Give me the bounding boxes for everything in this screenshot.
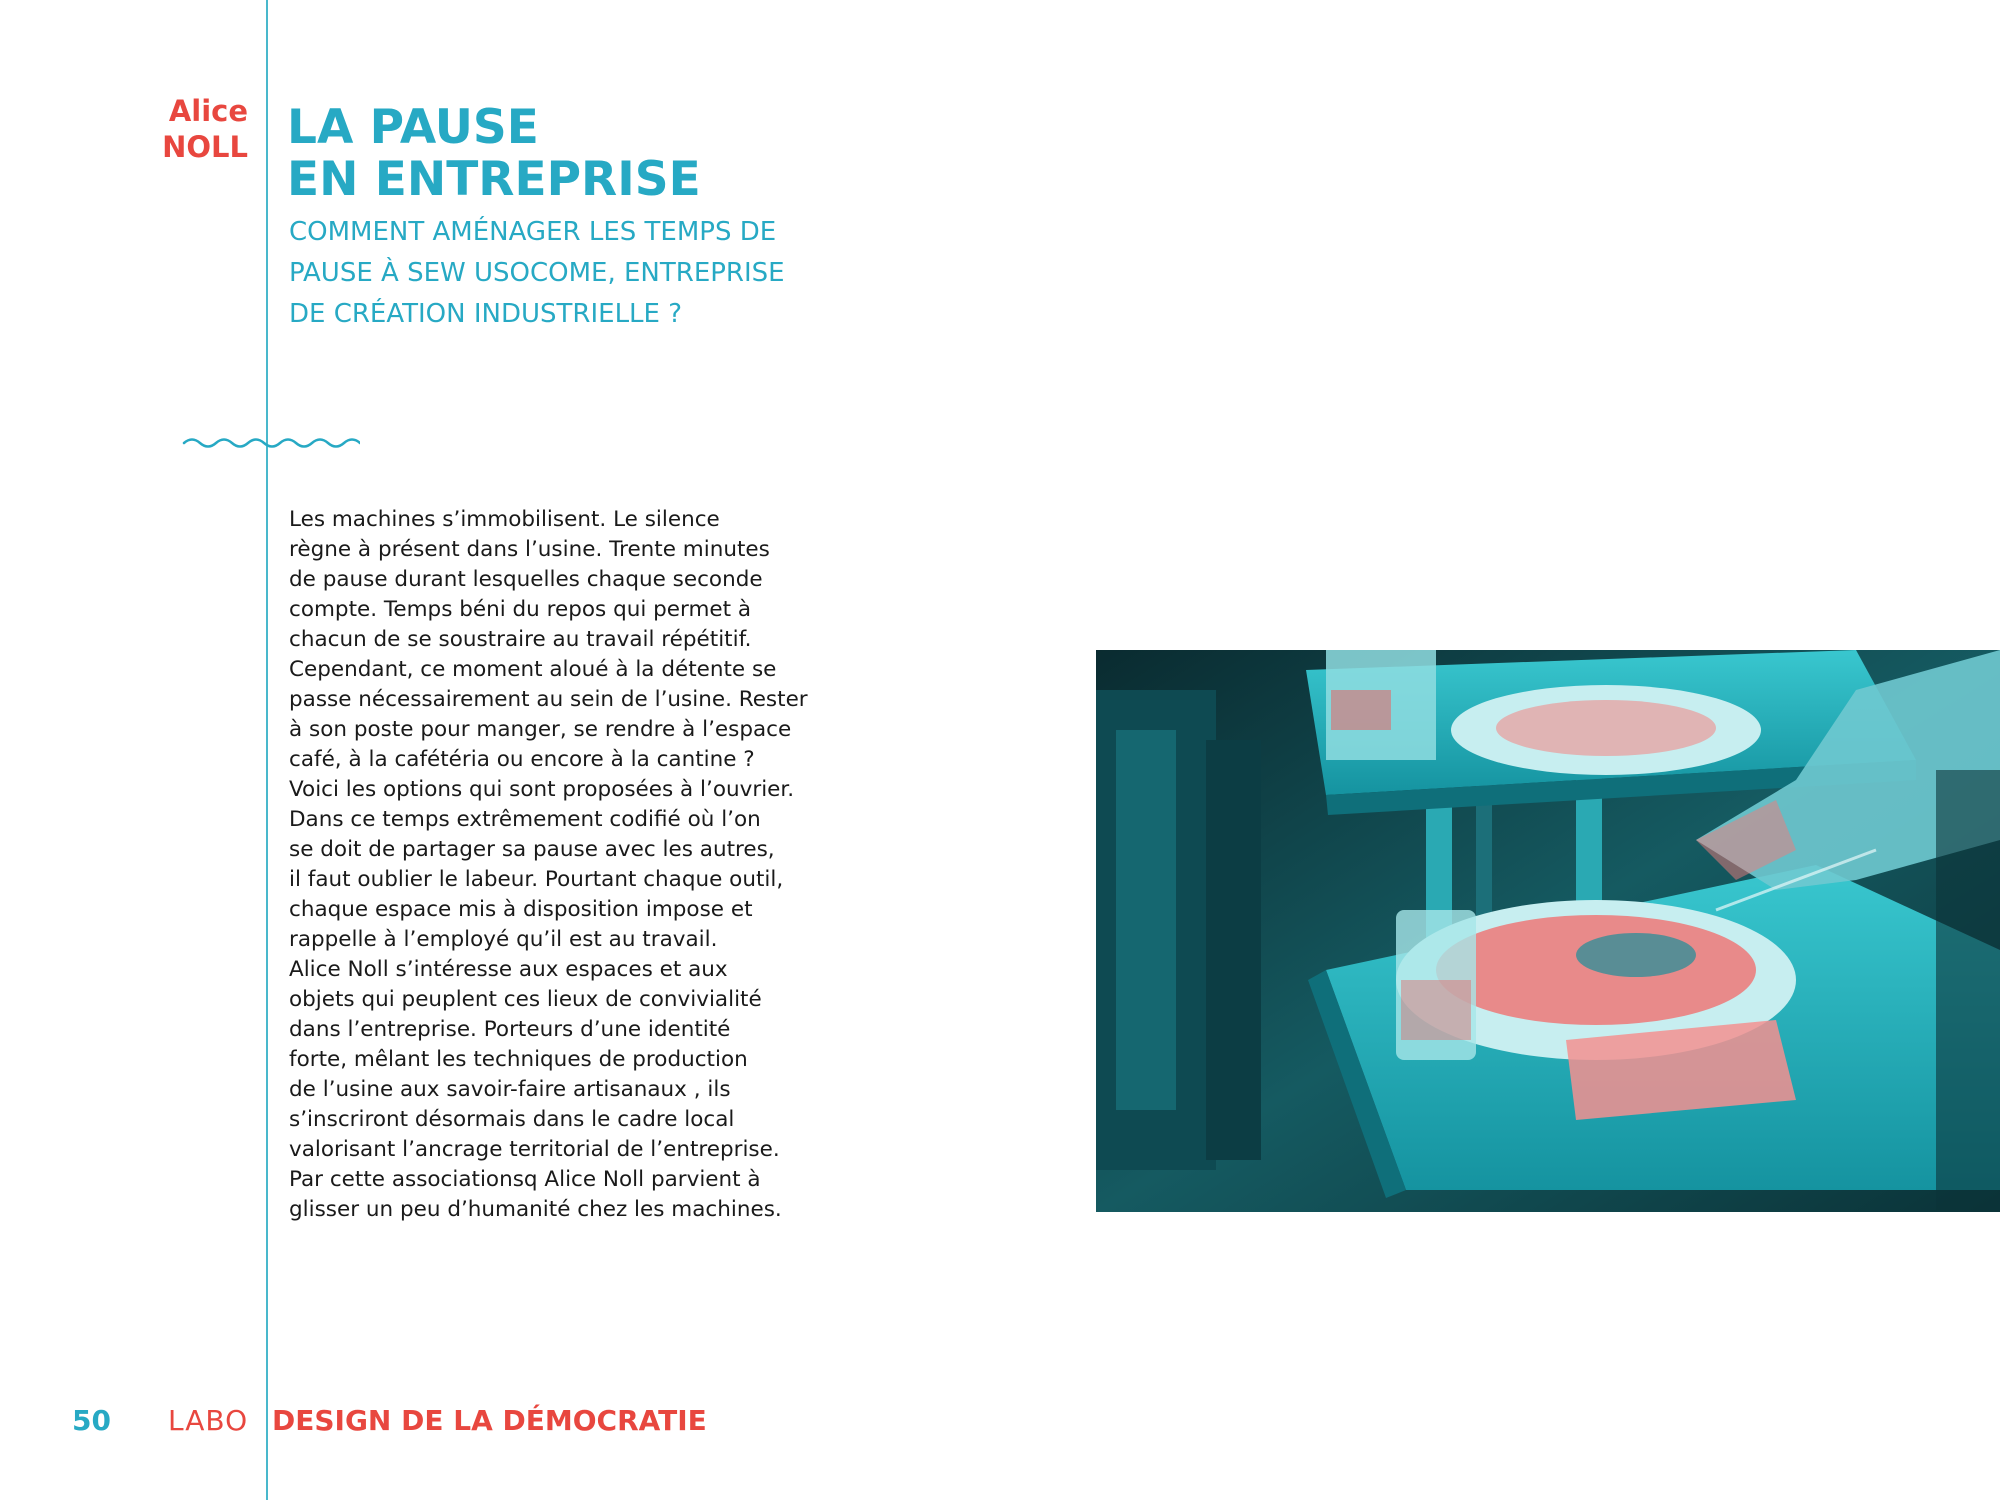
page-number: 50	[72, 1404, 111, 1437]
body-line: rappelle à l’employé qu’il est au travail.	[289, 927, 718, 952]
body-line: forte, mêlant les techniques de production	[289, 1047, 748, 1072]
body-line: Cependant, ce moment aloué à la détente se	[289, 657, 777, 682]
body-line: il faut oublier le labeur. Pourtant chaque outil,	[289, 867, 784, 892]
article-title-line-2: EN ENTREPRISE	[287, 152, 701, 207]
body-line: de pause durant lesquelles chaque seconde	[289, 567, 763, 592]
body-line: passe nécessairement au sein de l’usine. Rester	[289, 687, 808, 712]
article-title-line-1: LA PAUSE	[287, 100, 539, 155]
article-subtitle-line-1: COMMENT AMÉNAGER LES TEMPS DE	[289, 217, 777, 247]
body-line: s’inscriront désormais dans le cadre local	[289, 1107, 735, 1132]
body-line: Dans ce temps extrêmement codifié où l’on	[289, 807, 761, 832]
body-line: se doit de partager sa pause avec les autres,	[289, 837, 775, 862]
article-body	[289, 505, 929, 1225]
body-line: Par cette associationsq Alice Noll parvient à	[289, 1167, 761, 1192]
body-line: objets qui peuplent ces lieux de convivialité	[289, 987, 762, 1012]
author-last-name: NOLL	[162, 130, 248, 164]
body-line: compte. Temps béni du repos qui permet à	[289, 597, 752, 622]
wave-divider-icon	[182, 434, 360, 452]
body-line: règne à présent dans l’usine. Trente minutes	[289, 537, 770, 562]
body-line: glisser un peu d’humanité chez les machines.	[289, 1197, 782, 1222]
cafeteria-tray-photo	[1096, 650, 2000, 1212]
body-line: café, à la cafétéria ou encore à la cantine ?	[289, 747, 755, 772]
body-line: valorisant l’ancrage territorial de l’entreprise.	[289, 1137, 780, 1162]
body-line: dans l’entreprise. Porteurs d’une identité	[289, 1017, 731, 1042]
author-first-name: Alice	[168, 94, 248, 128]
vertical-rule	[266, 0, 268, 1500]
article-subtitle-line-2: PAUSE À SEW USOCOME, ENTREPRISE	[289, 258, 785, 288]
photo-illustration	[1096, 650, 2000, 1212]
footer-section-title: DESIGN DE LA DÉMOCRATIE	[272, 1404, 707, 1437]
article-subtitle-line-3: DE CRÉATION INDUSTRIELLE ?	[289, 299, 683, 329]
body-line: de l’usine aux savoir-faire artisanaux , ils	[289, 1077, 731, 1102]
body-line: Alice Noll s’intéresse aux espaces et aux	[289, 957, 728, 982]
body-line: Voici les options qui sont proposées à l’ouvrier.	[289, 777, 795, 802]
footer-labo-label: LABO	[168, 1404, 249, 1437]
body-line: Les machines s’immobilisent. Le silence	[289, 507, 720, 532]
body-line: chaque espace mis à disposition impose et	[289, 897, 753, 922]
body-line: à son poste pour manger, se rendre à l’espace	[289, 717, 792, 742]
body-line: chacun de se soustraire au travail répétitif.	[289, 627, 752, 652]
